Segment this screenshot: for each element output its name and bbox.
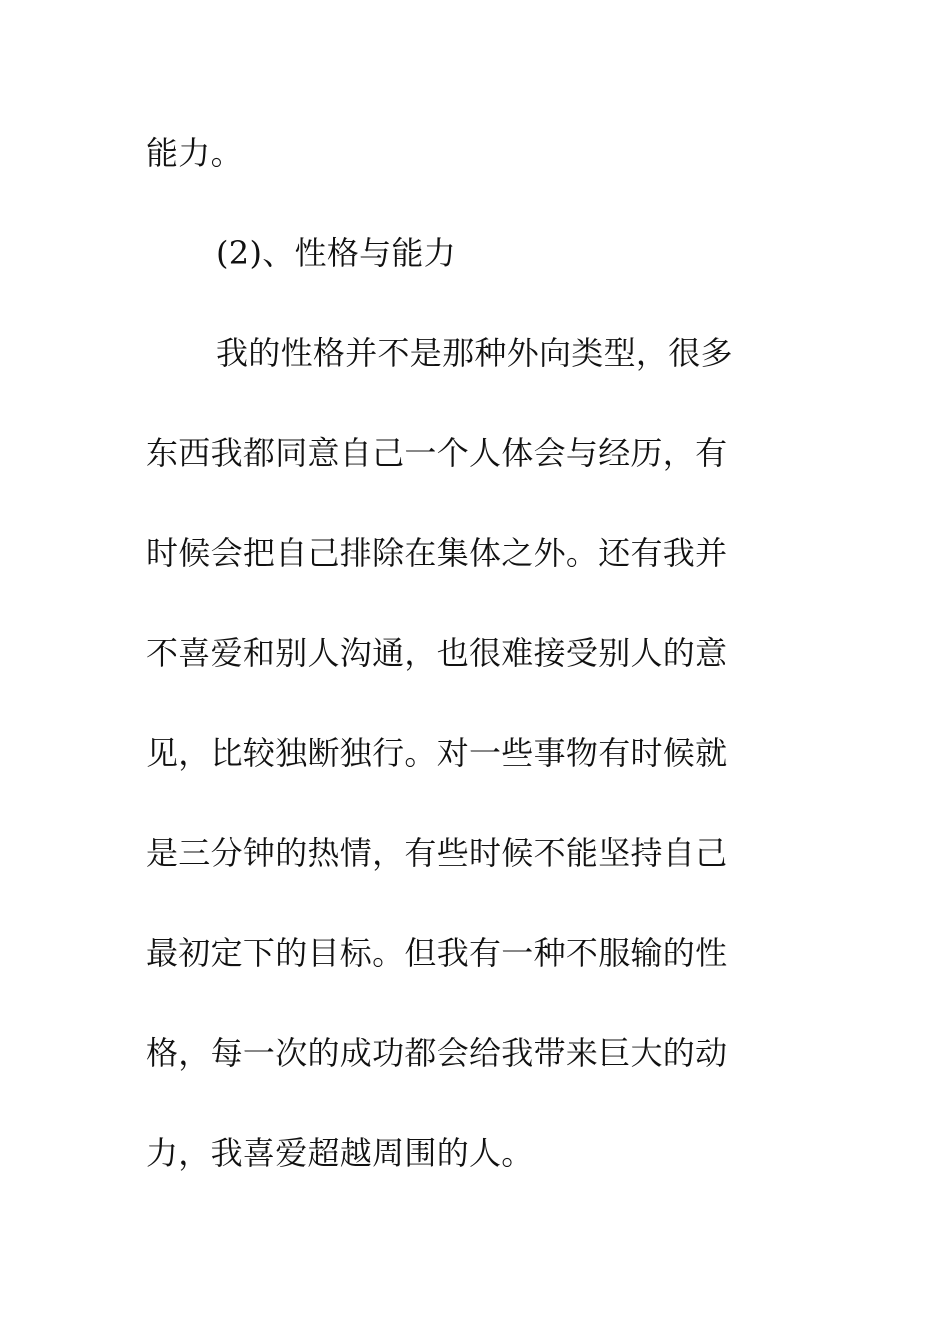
paragraph-line: 力，我喜爱超越周围的人。 bbox=[146, 1134, 534, 1172]
paragraph-line: 见，比较独断独行。对一些事物有时候就 bbox=[146, 734, 728, 772]
paragraph-line: 最初定下的目标。但我有一种不服输的性 bbox=[146, 934, 728, 972]
paragraph-line: 格，每一次的成功都会给我带来巨大的动 bbox=[146, 1034, 728, 1072]
paragraph-line: 能力。 bbox=[146, 134, 243, 172]
paragraph-line: 不喜爱和别人沟通，也很难接受别人的意 bbox=[146, 634, 728, 672]
section-heading: (2)、性格与能力 bbox=[216, 234, 457, 272]
paragraph-line: 我的性格并不是那种外向类型，很多 bbox=[216, 334, 733, 372]
paragraph-line: 东西我都同意自己一个人体会与经历，有 bbox=[146, 434, 728, 472]
paragraph-line: 时候会把自己排除在集体之外。还有我并 bbox=[146, 534, 728, 572]
paragraph-line: 是三分钟的热情，有些时候不能坚持自己 bbox=[146, 834, 728, 872]
